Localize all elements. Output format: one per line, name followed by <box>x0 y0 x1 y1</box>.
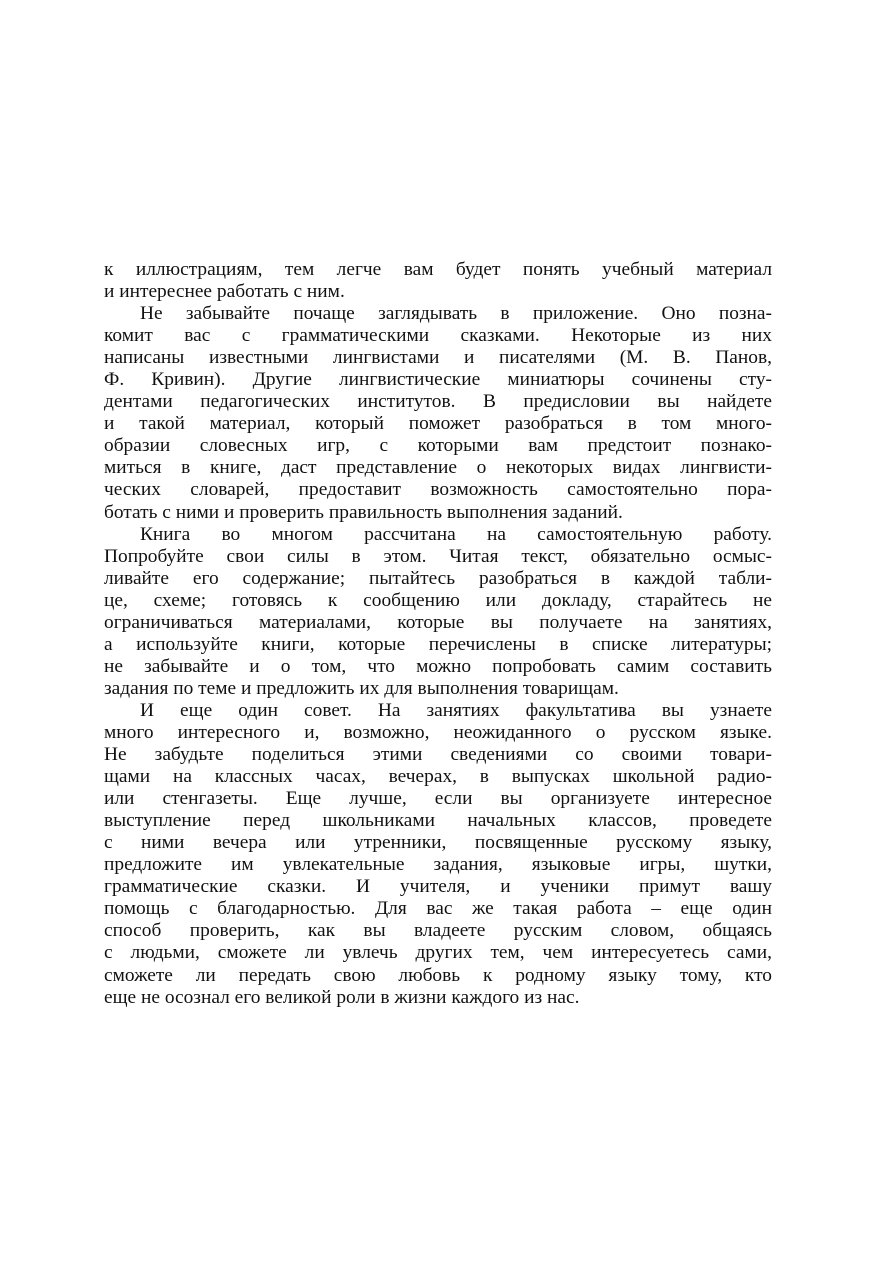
text-line: миться в книге, даст представление о некоторых видах лингвисти- <box>104 457 772 479</box>
text-line: Попробуйте свои силы в этом. Читая текст, обязательно осмыс- <box>104 545 772 567</box>
text-line: грамматические сказки. И учителя, и ученики примут вашу <box>104 876 772 898</box>
text-line: способ проверить, как вы владеете русским словом, общаясь <box>104 920 772 942</box>
text-line: ческих словарей, предоставит возможность самостоятельно пора- <box>104 479 772 501</box>
text-line: предложите им увлекательные задания, языковые игры, шутки, <box>104 854 772 876</box>
text-line: ливайте его содержание; пытайтесь разобраться в каждой табли- <box>104 567 772 589</box>
text-line: написаны известными лингвистами и писателями (М. В. Панов, <box>104 347 772 369</box>
text-line: к иллюстрациям, тем легче вам будет понять учебный материал <box>104 259 772 280</box>
text-line: образии словесных игр, с которыми вам предстоит познако- <box>104 435 772 457</box>
paragraph-4 <box>104 700 772 1009</box>
text-line: или стенгазеты. Еще лучше, если вы организуете интересное <box>104 788 772 810</box>
text-line: и интереснее работать с ним. <box>104 281 345 303</box>
text-line: ботать с ними и проверить правильность выполнения заданий. <box>104 501 623 523</box>
text-line: щами на классных часах, вечерах, в выпусках школьной радио- <box>104 766 772 788</box>
text-line: Не забывайте почаще заглядывать в приложение. Оно позна- <box>140 303 772 325</box>
text-line: Ф. Кривин). Другие лингвистические миниатюры сочинены сту- <box>104 369 772 391</box>
text-line: сможете ли передать свою любовь к родному языку тому, кто <box>104 964 772 986</box>
paragraph-1 <box>104 259 772 303</box>
text-line: выступление перед школьниками начальных классов, проведете <box>104 810 772 832</box>
text-line: с людьми, сможете ли увлечь других тем, чем интересуетесь сами, <box>104 942 772 964</box>
text-line: Не забудьте поделиться этими сведениями со своими товари- <box>104 744 772 766</box>
text-line: не забывайте и о том, что можно попробовать самим составить <box>104 655 772 677</box>
paragraph-2 <box>104 303 772 523</box>
text-line: а используйте книги, которые перечислены в списке литературы; <box>104 633 772 655</box>
text-line: дентами педагогических институтов. В предисловии вы найдете <box>104 391 772 413</box>
text-line: задания по теме и предложить их для выполнения товарищам. <box>104 677 619 699</box>
page-body <box>104 259 772 1009</box>
text-line: много интересного и, возможно, неожиданного о русском языке. <box>104 721 772 743</box>
paragraph-3 <box>104 524 772 700</box>
text-line: ограничиваться материалами, которые вы получаете на занятиях, <box>104 611 772 633</box>
text-line: с ними вечера или утренники, посвященные русскому языку, <box>104 832 772 854</box>
text-line: це, схеме; готовясь к сообщению или докладу, старайтесь не <box>104 589 772 611</box>
text-line: и такой материал, который поможет разобраться в том много- <box>104 413 772 435</box>
text-line: Книга во многом рассчитана на самостоятельную работу. <box>140 523 772 545</box>
text-line: еще не осознал его великой роли в жизни каждого из нас. <box>104 986 580 1008</box>
text-line: И еще один совет. На занятиях факультатива вы узнаете <box>140 699 772 721</box>
text-line: помощь с благодарностью. Для вас же такая работа – еще один <box>104 898 772 920</box>
text-line: комит вас с грамматическими сказками. Некоторые из них <box>104 325 772 347</box>
